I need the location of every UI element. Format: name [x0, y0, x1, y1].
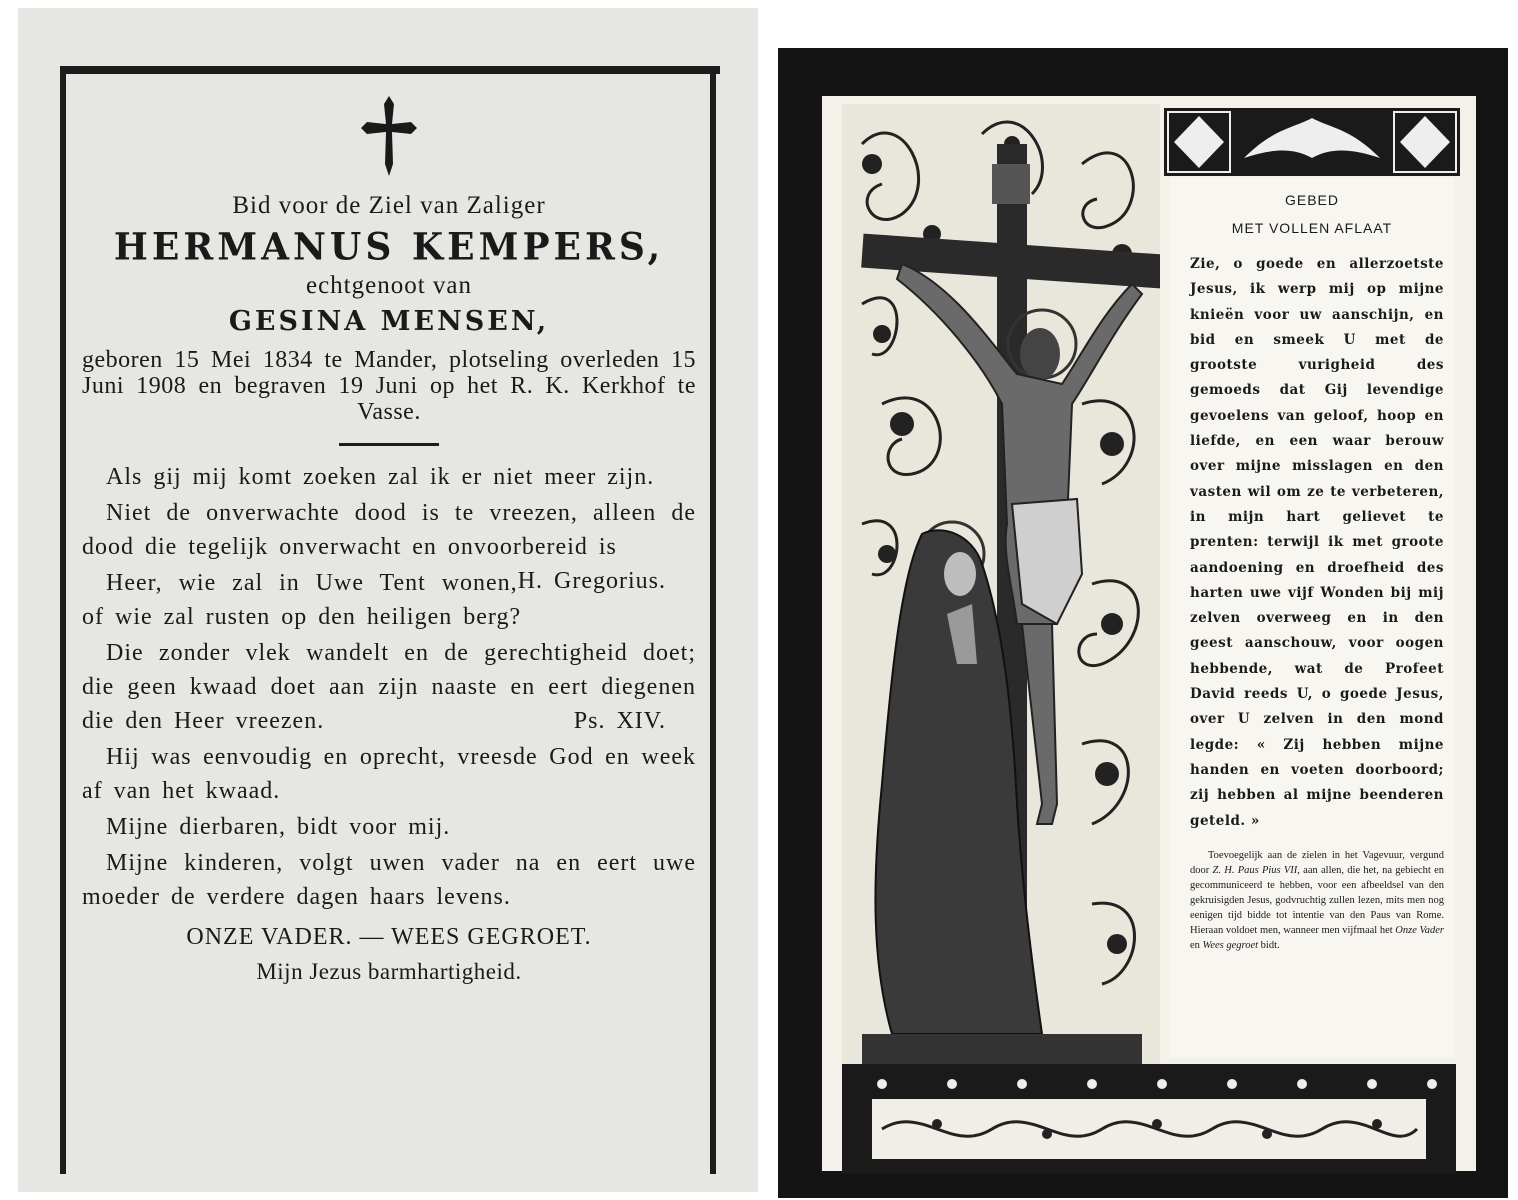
paragraph: Als gij mij komt zoeken zal ik er niet meer zijn. — [106, 464, 655, 490]
spouse-name: GESINA MENSEN, — [228, 306, 550, 337]
paragraph: Mijne dierbaren, bidt voor mij. — [106, 814, 451, 840]
card-text — [76, 88, 702, 985]
paragraph: Mijne kinderen, volgt uwen vader na en eert uwe moeder de verdere dagen haars levens. — [82, 850, 696, 910]
closing-invocation: Mijn Jezus barmhartigheid. — [256, 959, 522, 984]
intro-line: Bid voor de Ziel van Zaliger — [232, 192, 546, 219]
indulgence-note: Toevoegelijk aan de zielen in het Vagevuur, vergund door Z. H. Paus Pius VII, aan allen, die het, na gebiecht en gecommuniceerd te hebben, voor een afbeeldsel van den gekruisigden Jesus, godvruchtig zullen lezen, mits men nog eenigen tijd bidde tot intentie van den Paus van Rome. Hieraan voldoet men, wanneer men vijfmaal het Onze Vader en Wees gegroet bidt. — [1190, 849, 1445, 951]
cross-icon — [359, 94, 419, 178]
deceased-name: HERMANUS KEMPERS, — [113, 224, 665, 270]
spouse-intro: echtgenoot van — [305, 272, 473, 299]
right-border — [710, 74, 716, 1174]
paragraph: Hij was eenvoudig en oprecht, vreesde God en week af van het kwaad. — [82, 744, 696, 804]
memorial-card-front — [18, 8, 758, 1192]
prayer-panel — [1170, 178, 1454, 1058]
left-border — [60, 74, 66, 1174]
bottom-ornament — [842, 1064, 1456, 1174]
prayer-text: Zie, o goede en allerzoetste Jesus, ik werp mij op mijne knieën voor uw aanschijn, en bid en smeek U met de grootste vurigheid des gemoeds dat Gij levendige gevoelens van geloof, hoop en liefde, en een waar berouw over mijne misslagen en den vasten wil om ze te verbeteren, in mijn hart gelievet te prenten: terwijl ik met groote aandoening en droefheid des harten uwe vijf Wonden bij mij zelven overweeg en in den geest aanschouw, voor oogen hebbende, wat de Profeet David reeds U, o goede Jesus, over U zelven in den mond legde: « Zij hebben mijne handen en voeten doorboord; zij hebben al mijne beenderen geteld. » — [1190, 256, 1444, 829]
crucifixion-image — [842, 104, 1160, 1064]
citation: H. Gregorius. — [517, 568, 666, 594]
divider — [339, 443, 439, 446]
crucifixion-illustration — [842, 104, 1160, 1064]
prayer-title: GEBED — [1284, 192, 1339, 208]
paragraph: Heer, wie zal in Uwe Tent wonen, of wie zal rusten op den heiligen berg? — [82, 570, 522, 630]
paragraph: Niet de onverwachte dood is te vreezen, alleen de dood die tegelijk onverwacht en onvoorbereid is H. Gregorius. — [82, 496, 696, 564]
top-border — [60, 66, 720, 74]
paragraph: Die zonder vlek wandelt en de gerechtigheid doet; die geen kwaad doet aan zijn naaste en eert diegenen die den Heer vreezen. Ps. XIV. — [82, 636, 696, 738]
top-ornament — [1164, 108, 1460, 176]
citation: Ps. XIV. — [573, 708, 666, 734]
biography: geboren 15 Mei 1834 te Mander, plotseling overleden 15 Juni 1908 en begraven 19 Juni op het R. K. Kerkhof te Vasse. — [82, 347, 696, 425]
closing-prayers: ONZE VADER. — WEES GEGROET. — [186, 924, 592, 950]
prayer-subtitle: MET VOLLEN AFLAAT — [1231, 220, 1393, 236]
